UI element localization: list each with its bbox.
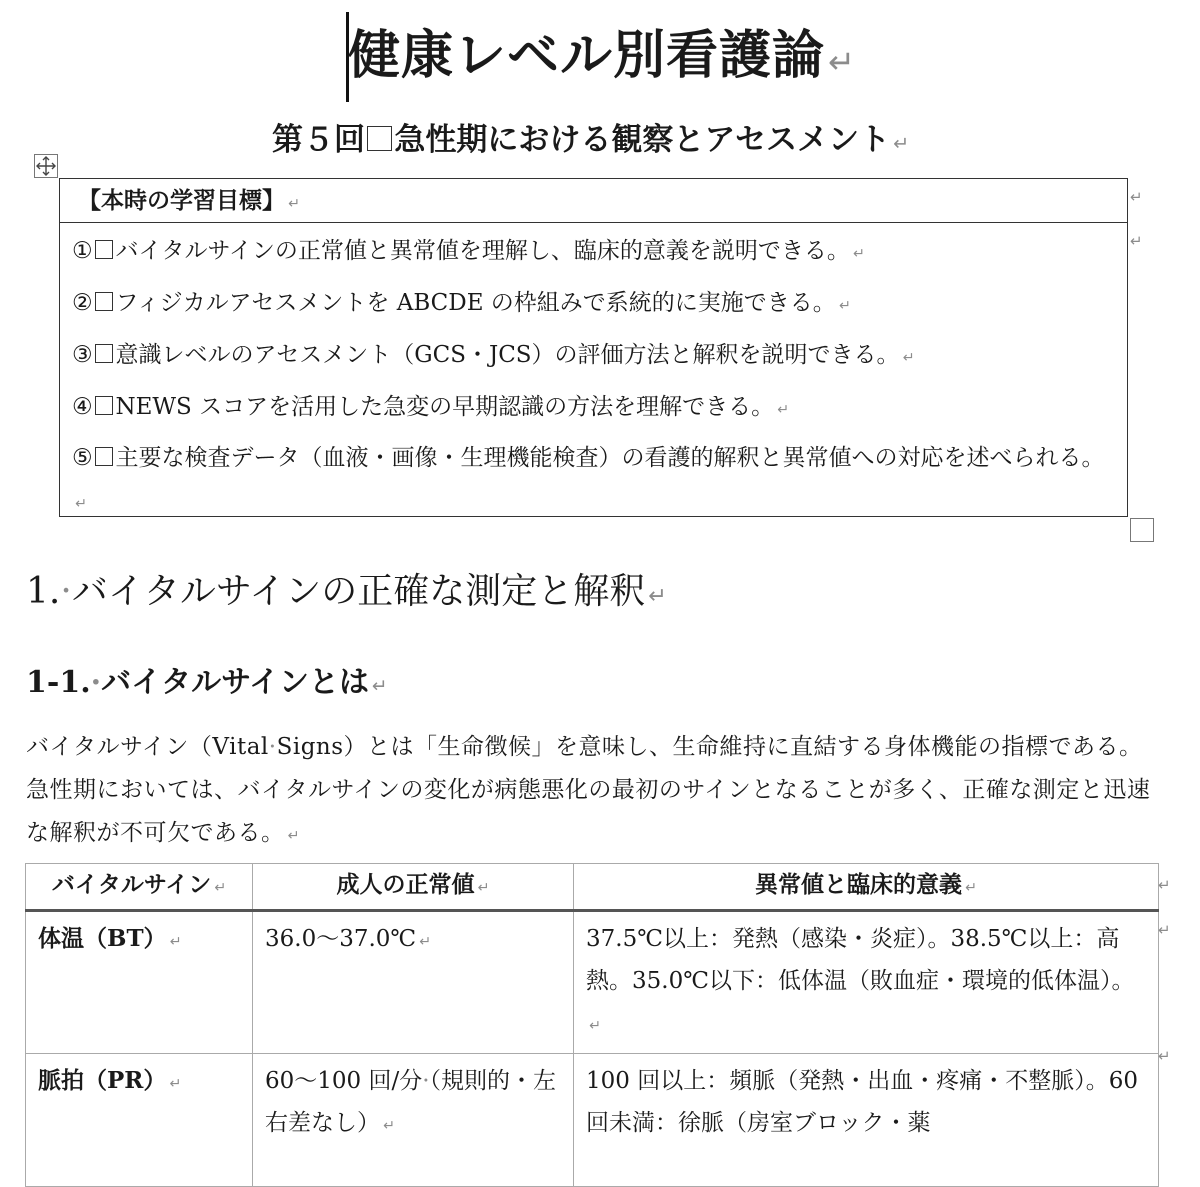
table-resize-handle[interactable]	[1130, 518, 1154, 542]
intro-paragraph[interactable]: バイタルサイン（Vital·Signs）とは「生命徴候」を意味し、生命維持に直結する身体機能の指標である。急性期においては、バイタルサインの変化が病態悪化の最初のサインとなることが多く、正確な測定と迅速な解釈が不可欠である。 ↵	[26, 734, 1151, 846]
header-cell[interactable]: 異常値と臨床的意義 ↵	[574, 864, 1159, 911]
objective-item[interactable]: ⑤ 主要な検査データ（血液・画像・生理機能検査）の看護的解釈と異常値への対応を述べられる。↵	[72, 445, 1105, 512]
table-cell[interactable]: 60～100 回/分·（規則的・左右差なし） ↵	[253, 1054, 574, 1187]
table-cell[interactable]: 36.0～37.0℃ ↵	[253, 911, 574, 1054]
table-row	[26, 1054, 1159, 1187]
vital-signs-table[interactable]	[25, 863, 1159, 1187]
row-end-mark: ↵	[1158, 876, 1171, 894]
header-cell[interactable]: バイタルサイン ↵	[26, 864, 253, 911]
table-cell[interactable]: 100 回以上：頻脈（発熱・出血・疼痛・不整脈）。60 回未満：徐脈（房室ブロック・薬	[574, 1054, 1159, 1187]
section-heading[interactable]: 1.·バイタルサインの正確な測定と解釈 ↵	[26, 571, 667, 612]
row-end-mark: ↵	[1158, 921, 1171, 939]
row-end-mark: ↵	[1130, 232, 1143, 250]
objective-item[interactable]: ④ NEWS スコアを活用した急変の早期認識の方法を理解できる。 ↵	[72, 394, 790, 420]
row-end-mark: ↵	[1130, 188, 1143, 206]
row-end-mark: ↵	[1158, 1047, 1171, 1065]
objective-item[interactable]: ① バイタルサインの正常値と異常値を理解し、臨床的意義を説明できる。 ↵	[72, 238, 865, 264]
document-title[interactable]: 健康レベル別看護論↵	[348, 25, 857, 86]
learning-objectives-table[interactable]	[59, 178, 1128, 517]
subsection-heading[interactable]: 1-1.·バイタルサインとは ↵	[26, 665, 388, 700]
full-width-space-mark	[367, 126, 392, 151]
objectives-heading[interactable]: 【本時の学習目標】 ↵	[60, 179, 1127, 223]
paragraph-mark: ↵	[828, 43, 857, 81]
header-cell[interactable]: 成人の正常値 ↵	[253, 864, 574, 911]
table-move-handle-icon[interactable]	[34, 154, 58, 178]
table-header-row	[26, 864, 1159, 911]
table-row	[26, 911, 1159, 1054]
table-cell[interactable]: 37.5℃以上：発熱（感染・炎症）。38.5℃以上：高熱。35.0℃以下：低体温（敗血症・環境的低体温）。↵	[574, 911, 1159, 1054]
lesson-number: 第５回	[272, 122, 365, 158]
table-cell[interactable]: 体温（BT） ↵	[26, 911, 253, 1054]
objective-item[interactable]: ③ 意識レベルのアセスメント（GCS・JCS）の評価方法と解釈を説明できる。 ↵	[72, 342, 915, 368]
objective-item[interactable]: ② フィジカルアセスメントを ABCDE の枠組みで系統的に実施できる。 ↵	[72, 290, 851, 316]
lesson-title: 急性期における観察とアセスメント	[394, 122, 891, 158]
table-cell[interactable]: 脈拍（PR） ↵	[26, 1054, 253, 1187]
document-subtitle[interactable]: 第５回 急性期における観察とアセスメント ↵	[272, 122, 910, 158]
objectives-list	[60, 229, 1127, 526]
